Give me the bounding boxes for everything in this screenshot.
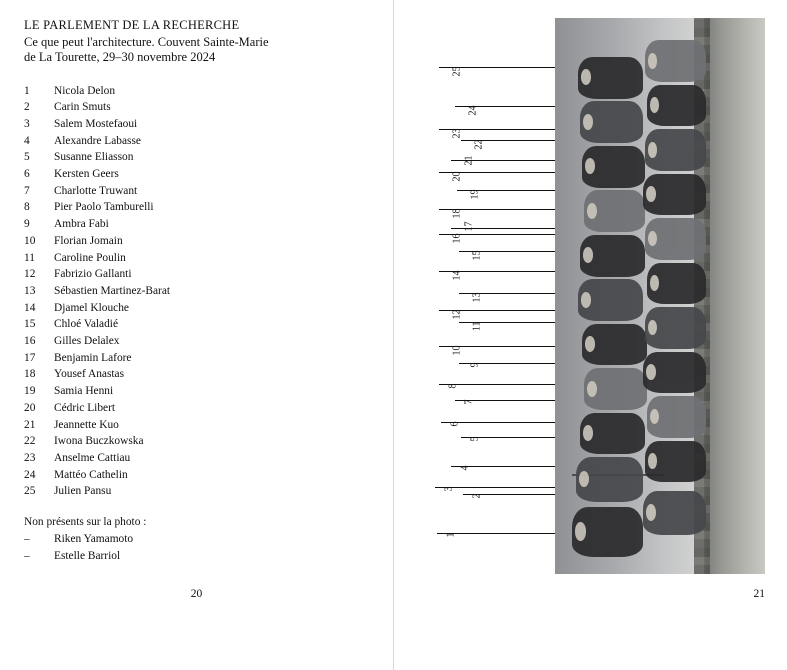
participant-name: Carin Smuts [54, 101, 111, 114]
callout-number: 9 [469, 362, 481, 368]
participant-number: 13 [24, 284, 36, 297]
participant-number: 5 [24, 151, 30, 164]
photo-person-head [650, 97, 659, 113]
participant-number: 14 [24, 301, 36, 314]
callout-number: 18 [451, 208, 463, 219]
callout-number: 13 [471, 292, 483, 303]
callout-number: 12 [451, 309, 463, 320]
callout-number: 10 [451, 345, 463, 356]
participant-name: Cédric Libert [54, 401, 116, 414]
list-item [24, 216, 371, 233]
photo-person-head [581, 69, 591, 85]
photo-person [645, 441, 706, 483]
photo-person-head [648, 453, 658, 469]
list-item [24, 450, 371, 467]
callout-number: 17 [463, 221, 475, 232]
participant-name: Fabrizio Gallanti [54, 268, 132, 281]
photo-person-head [646, 364, 656, 380]
photo-person [647, 396, 706, 438]
photo-person-head [648, 142, 658, 158]
photo-person [580, 101, 643, 143]
list-item [24, 383, 371, 400]
list-item [24, 99, 371, 116]
list-item [24, 400, 371, 417]
participant-number: 8 [24, 201, 30, 214]
photo-person [580, 235, 645, 277]
photo-person-head [583, 247, 593, 263]
list-item [24, 183, 371, 200]
participant-name: Sébastien Martinez-Barat [54, 284, 171, 297]
page-number-right: 21 [753, 588, 765, 600]
page-number-left: 20 [190, 588, 203, 600]
callout-number: 19 [469, 189, 481, 200]
callout-number: 16 [451, 233, 463, 244]
participant-name: Salem Mostefaoui [54, 117, 138, 130]
list-item [24, 467, 371, 484]
photo-person [584, 190, 645, 232]
participant-number: 23 [24, 451, 36, 464]
participant-number: 19 [24, 385, 36, 398]
list-item [24, 133, 371, 150]
participant-name: Florian Jomain [54, 234, 123, 247]
callout-number: 21 [463, 155, 475, 166]
list-item [24, 83, 371, 100]
list-item [24, 433, 371, 450]
photo-person-head [587, 381, 597, 397]
callout-number: 1 [445, 532, 457, 538]
group-photo-block [555, 18, 765, 574]
callout-number: 25 [451, 66, 463, 77]
photo-person-head [648, 320, 658, 336]
participant-number: 15 [24, 318, 36, 331]
photo-person [647, 263, 706, 305]
list-item [24, 531, 371, 548]
photo-person-head [650, 409, 659, 425]
photo-person [645, 129, 706, 171]
photo-person-head [579, 471, 590, 488]
photo-person [643, 352, 706, 394]
photo-ground [706, 18, 765, 574]
list-item [24, 199, 371, 216]
photo-person [576, 457, 643, 501]
list-item [24, 300, 371, 317]
participant-number: 4 [24, 134, 30, 147]
photo-person [643, 174, 706, 216]
photo-person [582, 146, 645, 188]
participant-name: Nicola Delon [54, 84, 116, 97]
photo-person [580, 413, 645, 455]
group-photo [555, 18, 765, 574]
participant-number: 16 [24, 335, 36, 348]
participant-number: 2 [24, 101, 30, 114]
left-page [0, 0, 393, 670]
list-item [24, 333, 371, 350]
callout-number: 22 [473, 139, 485, 150]
callout-number: 11 [471, 321, 483, 332]
participant-name: Charlotte Truwant [54, 184, 138, 197]
list-item [24, 149, 371, 166]
page-title: LE PARLEMENT DE LA RECHERCHE [24, 18, 240, 32]
list-item [24, 283, 371, 300]
photo-person [572, 507, 643, 557]
list-item [24, 116, 371, 133]
participant-number: 6 [24, 168, 30, 181]
callout-number: 5 [469, 436, 481, 442]
callout-number: 4 [459, 465, 471, 471]
participant-name: Pier Paolo Tamburelli [54, 201, 154, 214]
participant-name: Samia Henni [54, 385, 114, 398]
participant-name: Caroline Poulin [54, 251, 126, 264]
subtitle-line-2: de La Tourette, 29–30 novembre 2024 [24, 49, 216, 64]
subtitle-line-1: Ce que peut l'architecture. Couvent Sainte-Marie [24, 35, 269, 49]
photo-person [578, 57, 643, 99]
list-item [24, 548, 371, 565]
photo-person-head [587, 203, 597, 219]
photo-person [582, 324, 647, 366]
participant-number: 20 [24, 401, 36, 414]
participant-name: Iwona Buczkowska [54, 435, 144, 448]
photo-person [578, 279, 643, 321]
participant-number: 21 [24, 418, 36, 431]
photo-person-head [583, 425, 593, 441]
photo-person [645, 218, 706, 260]
callout-number: 14 [451, 270, 463, 281]
participant-name: Kersten Geers [54, 168, 119, 181]
list-item [24, 417, 371, 434]
participant-name: Djamel Klouche [54, 301, 129, 314]
photo-person [643, 491, 706, 535]
list-item [24, 316, 371, 333]
absent-dash: – [24, 549, 30, 562]
participant-name: Chloé Valadié [54, 318, 119, 331]
participant-number: 9 [24, 218, 30, 231]
list-item [24, 233, 371, 250]
list-item [24, 250, 371, 267]
photo-person-head [575, 522, 586, 541]
callout-number: 7 [463, 399, 475, 405]
participant-number: 12 [24, 268, 36, 281]
participant-number: 1 [24, 84, 30, 97]
participant-number: 25 [24, 485, 36, 498]
participant-number: 18 [24, 368, 36, 381]
callout-number: 2 [471, 493, 483, 499]
participant-name: Gilles Delalex [54, 335, 120, 348]
callout-number: 23 [451, 128, 463, 139]
participant-name: Alexandre Labasse [54, 134, 141, 147]
callout-number: 6 [449, 421, 461, 427]
participant-name: Benjamin Lafore [54, 351, 132, 364]
photo-person [584, 368, 647, 410]
photo-person-head [583, 114, 593, 130]
list-item [24, 166, 371, 183]
callout-number: 24 [467, 105, 479, 116]
participant-number: 10 [24, 234, 36, 247]
list-item [24, 483, 371, 500]
participant-number: 11 [24, 251, 35, 264]
photo-person-head [585, 336, 595, 352]
participant-number: 24 [24, 468, 36, 481]
participant-name: Jeannette Kuo [54, 418, 119, 431]
photo-person-head [646, 504, 656, 521]
absent-dash: – [24, 533, 30, 546]
callout-number: 3 [443, 486, 455, 492]
list-item [24, 350, 371, 367]
page-subtitle [24, 35, 371, 65]
photo-person [647, 85, 706, 127]
participant-name: Yousef Anastas [54, 368, 125, 381]
photo-person [645, 40, 706, 82]
photo-person-head [646, 186, 656, 202]
photo-person-head [581, 292, 591, 308]
list-item [24, 366, 371, 383]
participant-name: Julien Pansu [54, 485, 112, 498]
photo-person-head [585, 158, 595, 174]
photo-person [645, 307, 706, 349]
participant-number: 22 [24, 435, 36, 448]
participant-number: 3 [24, 117, 30, 130]
list-item [24, 266, 371, 283]
photo-person-head [648, 53, 658, 69]
participant-list [24, 83, 371, 501]
absent-name: Estelle Barriol [54, 549, 121, 562]
participant-number: 17 [24, 351, 36, 364]
absent-name: Riken Yamamoto [54, 533, 134, 546]
absent-heading: Non présents sur la photo : [24, 516, 147, 529]
callout-number: 15 [471, 250, 483, 261]
participant-name: Ambra Fabi [54, 218, 109, 231]
right-page [393, 0, 787, 670]
participant-name: Susanne Eliasson [54, 151, 134, 164]
photo-person-head [650, 275, 659, 291]
photo-person-head [648, 231, 658, 247]
participant-name: Mattéo Cathelin [54, 468, 128, 481]
callout-number: 20 [451, 171, 463, 182]
callout-number: 8 [447, 383, 459, 389]
participant-number: 7 [24, 184, 30, 197]
participant-name: Anselme Cattiau [54, 451, 131, 464]
